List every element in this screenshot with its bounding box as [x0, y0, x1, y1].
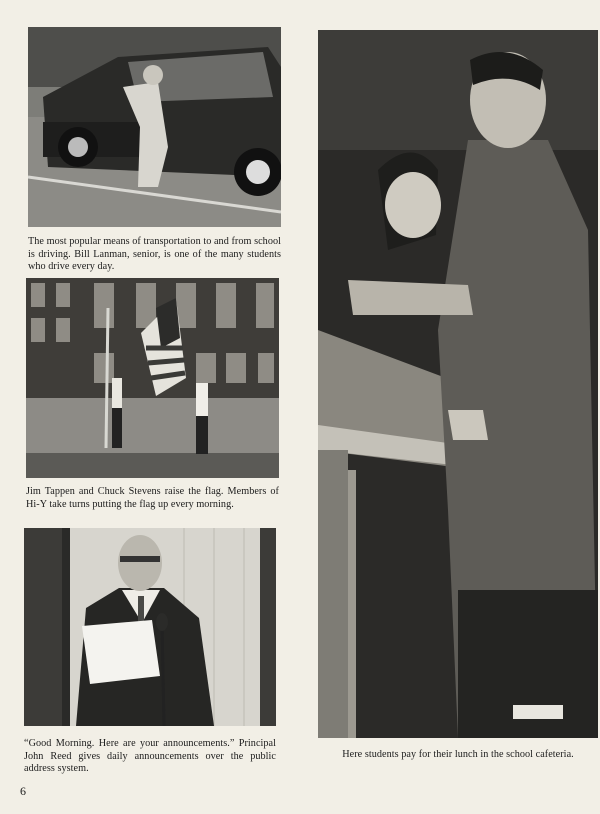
caption-flag: Jim Tappen and Chuck Stevens raise the flag. Members of Hi-Y take turns putting the flag up every morning. [26, 486, 279, 510]
photo-flag-image [26, 278, 279, 478]
photo-flag [26, 278, 279, 478]
photo-car [28, 27, 281, 227]
photo-principal-image [24, 528, 276, 726]
caption-principal: “Good Morning. Here are your announcements.” Principal John Reed gives daily announcements over the public address system. [24, 738, 276, 775]
page-number: 6 [20, 784, 26, 798]
caption-car: The most popular means of transportation to and from school is driving. Bill Lanman, senior, is one of the many students who drive every day. [28, 236, 281, 273]
caption-cafeteria: Here students pay for their lunch in the school cafeteria. [342, 749, 574, 760]
photo-cafeteria-image [318, 30, 598, 738]
photo-cafeteria [318, 30, 598, 738]
photo-car-image [28, 27, 281, 227]
photo-principal [24, 528, 276, 726]
